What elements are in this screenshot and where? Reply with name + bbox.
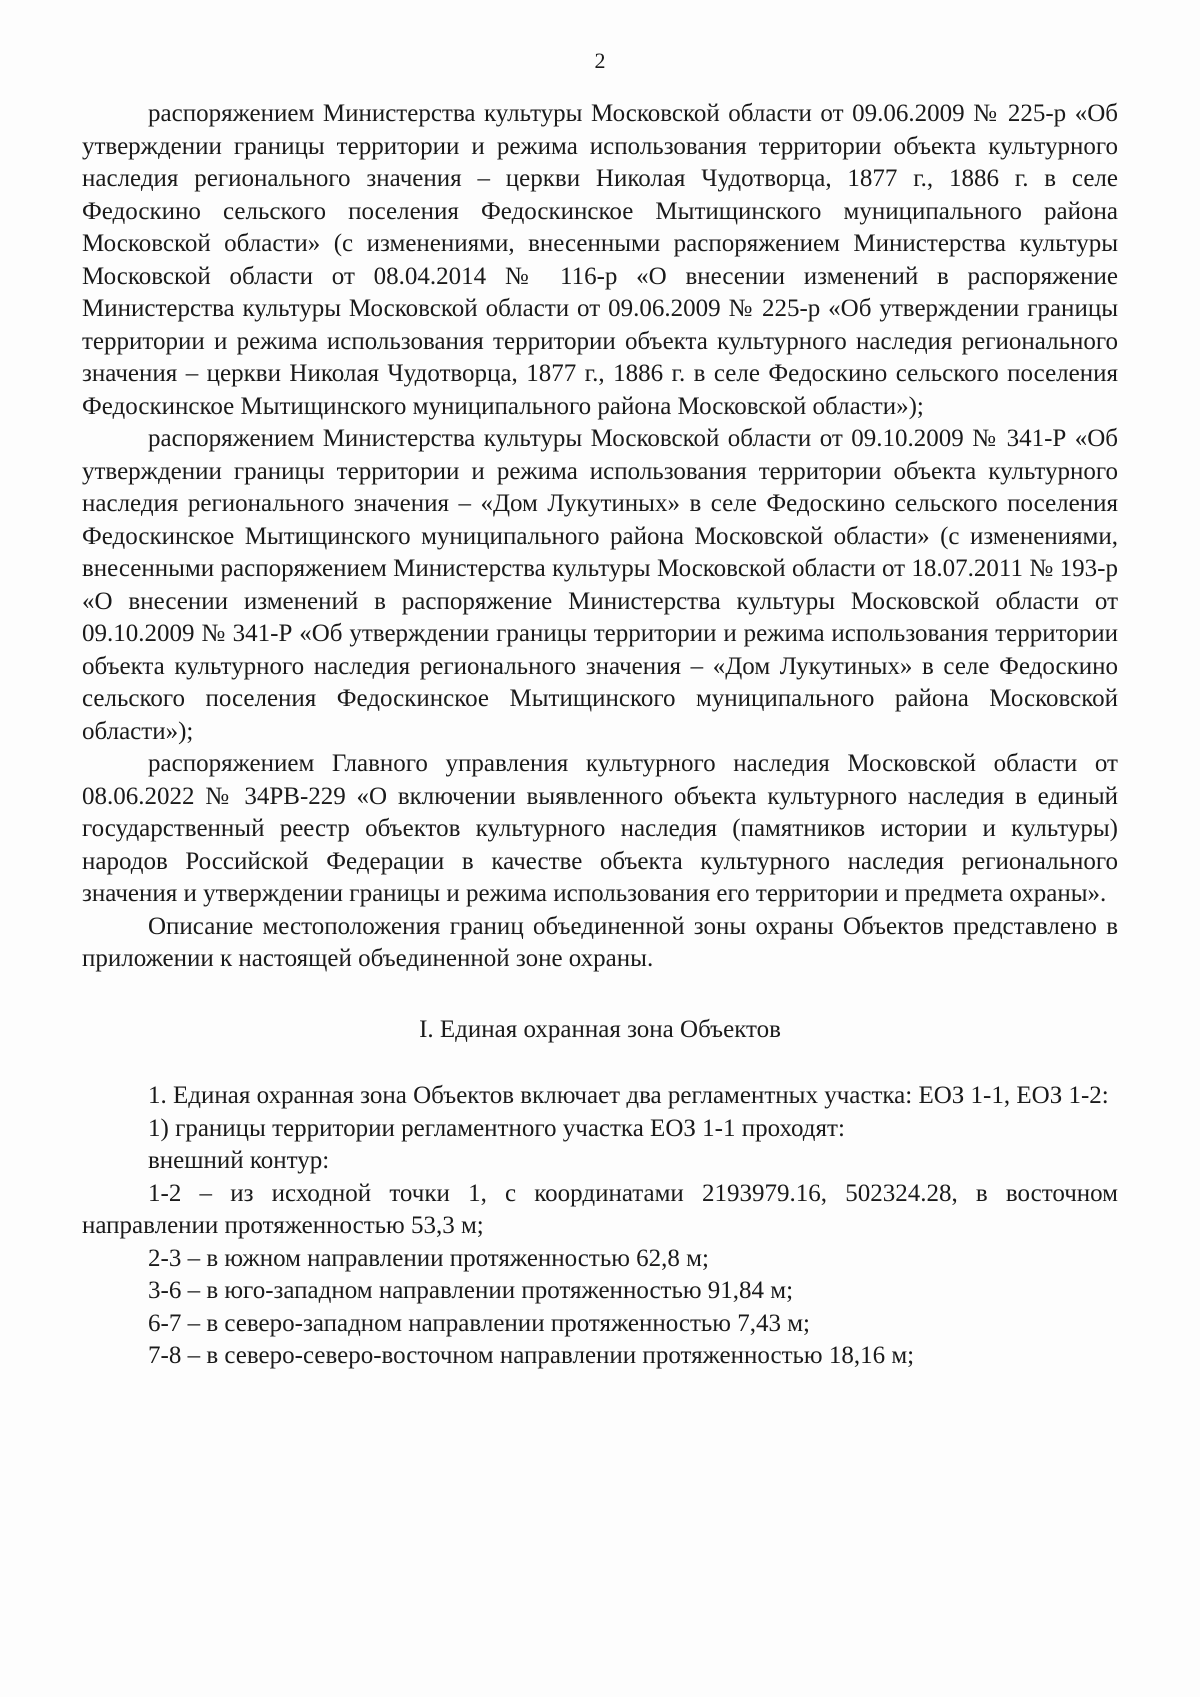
boundary-segment-3-6: 3-6 – в юго-западном направлении протяженностью 91,84 м; (148, 1277, 794, 1304)
boundary-segment-6-7: 6-7 – в северо-западном направлении протяженностью 7,43 м; (148, 1309, 810, 1337)
paragraph-boundary-description: Описание местоположения границ объединенной зоны охраны Объектов представлено в приложении к настоящей объединенной зоне охраны. (82, 912, 1118, 972)
section-paragraph-3: внешний контур: (148, 1147, 330, 1174)
paragraph-order-341: распоряжением Министерства культуры Московской области от 09.10.2009 № 341-Р «Об утверждении границы территории и режима использования территории объекта культурного наследия регионального значения – «Дом Лукутиных» в селе Федоскино сельского поселения Федоскинское Мытищинского муниципального района Московской области» (с изменениями, внесенными распоряжением Министерства культуры Московской области от 18.07.2011 № 193-р «О внесении изменений в распоряжение Министерства культуры Московской области от 09.10.2009 № 341-Р «Об утверждении границы территории и режима использования территории объекта культурного наследия регионального значения – «Дом Лукутиных» в селе Федоскино сельского поселения Федоскинское Мытищинского муниципального района Московской области»); (82, 425, 1118, 745)
boundary-segment-7-8: 7-8 – в северо-северо-восточном направлении протяженностью 18,16 м; (148, 1342, 915, 1369)
document-body (82, 98, 1118, 1373)
page-number: 2 (594, 48, 606, 73)
section-paragraph-1: 1. Единая охранная зона Объектов включает два регламентных участка: ЕОЗ 1-1, ЕОЗ 1-2: (148, 1082, 1109, 1109)
section-paragraph-2: 1) границы территории регламентного участка ЕОЗ 1-1 проходят: (148, 1114, 845, 1142)
paragraph-order-34rv: распоряжением Главного управления культурного наследия Московской области от 08.06.2022 № 34РВ-229 «О включении выявленного объекта культурного наследия в единый государственный реестр объектов культурного наследия (памятников истории и культуры) народов Российской Федерации в качестве объекта культурного наследия регионального значения и утверждении границы и режима использования его территории и предмета охраны». (82, 750, 1118, 907)
section-heading: I. Единая охранная зона Объектов (419, 1015, 781, 1043)
boundary-segment-1-2: 1-2 – из исходной точки 1, с координатами 2193979.16, 502324.28, в восточном направлении протяженностью 53,3 м; (82, 1179, 1118, 1239)
boundary-segment-2-3: 2-3 – в южном направлении протяженностью 62,8 м; (148, 1244, 709, 1272)
paragraph-order-225: распоряжением Министерства культуры Московской области от 09.06.2009 № 225-р «Об утверждении границы территории и режима использования территории объекта культурного наследия регионального значения – церкви Николая Чудотворца, 1877 г., 1886 г. в селе Федоскино сельского поселения Федоскинское Мытищинского муниципального района Московской области» (с изменениями, внесенными распоряжением Министерства культуры Московской области от 08.04.2014 № 116-р «О внесении изменений в распоряжение Министерства культуры Московской области от 09.06.2009 № 225-р «Об утверждении границы территории и режима использования территории объекта культурного наследия регионального значения – церкви Николая Чудотворца, 1877 г., 1886 г. в селе Федоскино сельского поселения Федоскинское Мытищинского муниципального района Московской области»); (82, 100, 1118, 420)
